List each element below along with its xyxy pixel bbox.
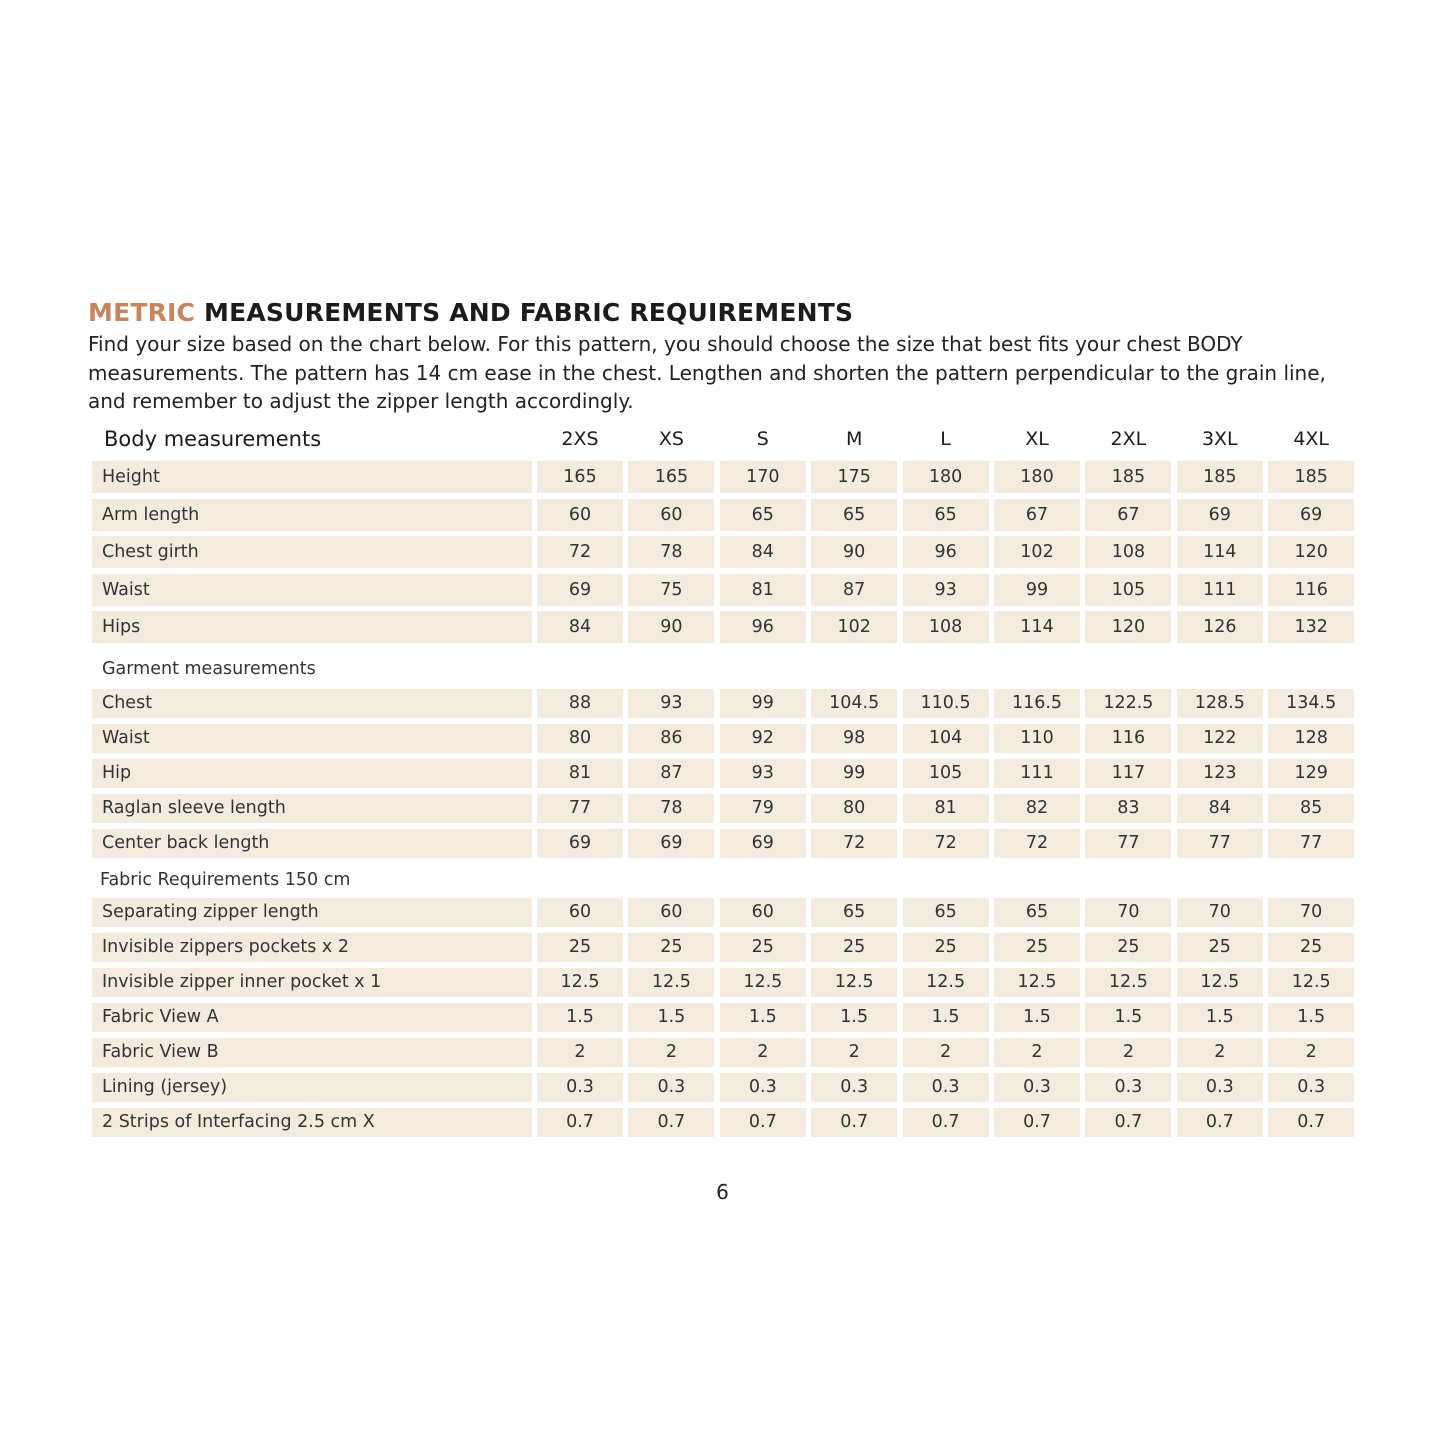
size-header-xl: XL xyxy=(1025,428,1049,450)
table-cell: 2 xyxy=(994,1038,1080,1067)
table-cell: 83 xyxy=(1085,794,1171,823)
table-cell: 72 xyxy=(537,536,623,568)
body-measurement-row xyxy=(92,536,1358,568)
table-cell: 104.5 xyxy=(811,689,897,718)
table-cell: 77 xyxy=(1268,829,1354,858)
row-label: Waist xyxy=(92,724,532,753)
table-cell: 128 xyxy=(1268,724,1354,753)
table-cell: 0.3 xyxy=(628,1073,714,1102)
table-cell: 1.5 xyxy=(811,1003,897,1032)
table-cell: 87 xyxy=(811,574,897,606)
heading-accent: METRIC xyxy=(88,298,196,327)
table-cell: 122.5 xyxy=(1085,689,1171,718)
table-cell: 0.3 xyxy=(537,1073,623,1102)
section-title: Garment measurements xyxy=(102,658,316,679)
table-cell: 0.7 xyxy=(903,1108,989,1137)
table-cell: 99 xyxy=(994,574,1080,606)
intro-paragraph: Find your size based on the chart below. For this pattern, you should choose the size that best fits your chest BODY measurements. The pattern has 14 cm ease in the chest. Lengthen and shorten the pattern perpendicular to the grain line, and remember to adjust the zipper length accordingly. xyxy=(88,332,1326,413)
table-cell: 72 xyxy=(903,829,989,858)
table-cell: 111 xyxy=(1177,574,1263,606)
table-cell: 72 xyxy=(811,829,897,858)
table-cell: 75 xyxy=(628,574,714,606)
table-cell: 2 xyxy=(903,1038,989,1067)
garment-measurement-row xyxy=(92,759,1358,788)
table-cell: 67 xyxy=(994,499,1080,531)
table-cell: 69 xyxy=(1177,499,1263,531)
table-cell: 93 xyxy=(720,759,806,788)
table-cell: 90 xyxy=(628,611,714,643)
fabric-requirement-row xyxy=(92,933,1358,962)
body-measurement-row xyxy=(92,611,1358,643)
table-cell: 1.5 xyxy=(903,1003,989,1032)
table-cell: 65 xyxy=(720,499,806,531)
table-cell: 111 xyxy=(994,759,1080,788)
table-cell: 1.5 xyxy=(537,1003,623,1032)
table-cell: 12.5 xyxy=(903,968,989,997)
table-cell: 96 xyxy=(903,536,989,568)
size-header-3xl: 3XL xyxy=(1201,428,1238,450)
table-cell: 108 xyxy=(903,611,989,643)
table-cell: 60 xyxy=(537,898,623,927)
table-cell: 117 xyxy=(1085,759,1171,788)
table-cell: 170 xyxy=(720,461,806,493)
table-cell: 0.7 xyxy=(537,1108,623,1137)
table-cell: 86 xyxy=(628,724,714,753)
table-cell: 87 xyxy=(628,759,714,788)
table-cell: 0.7 xyxy=(720,1108,806,1137)
table-cell: 81 xyxy=(903,794,989,823)
table-cell: 2 xyxy=(537,1038,623,1067)
fabric-requirement-row xyxy=(92,1038,1358,1067)
body-measurement-row xyxy=(92,574,1358,606)
body-measurement-row xyxy=(92,461,1358,493)
table-cell: 175 xyxy=(811,461,897,493)
section-fabric-requirements xyxy=(92,864,1358,898)
table-cell: 80 xyxy=(811,794,897,823)
table-cell: 110.5 xyxy=(903,689,989,718)
row-label: Raglan sleeve length xyxy=(92,794,532,823)
size-header-m: M xyxy=(845,428,863,450)
table-cell: 134.5 xyxy=(1268,689,1354,718)
table-header-row xyxy=(92,425,1358,461)
row-label: Height xyxy=(92,461,532,493)
row-label: Chest xyxy=(92,689,532,718)
section-garment-measurements xyxy=(92,649,1358,689)
table-cell: 114 xyxy=(994,611,1080,643)
table-cell: 88 xyxy=(537,689,623,718)
table-cell: 129 xyxy=(1268,759,1354,788)
table-cell: 0.3 xyxy=(903,1073,989,1102)
garment-measurement-row xyxy=(92,829,1358,858)
row-label: Waist xyxy=(92,574,532,606)
table-cell: 80 xyxy=(537,724,623,753)
page-number: 6 xyxy=(716,1180,729,1204)
size-header-2xs: 2XS xyxy=(561,428,599,450)
table-cell: 96 xyxy=(720,611,806,643)
row-label: Separating zipper length xyxy=(92,898,532,927)
table-cell: 120 xyxy=(1085,611,1171,643)
table-cell: 77 xyxy=(1085,829,1171,858)
table-cell: 180 xyxy=(903,461,989,493)
table-cell: 0.7 xyxy=(1085,1108,1171,1137)
body-measurement-row xyxy=(92,499,1358,531)
garment-measurement-row xyxy=(92,724,1358,753)
table-cell: 2 xyxy=(628,1038,714,1067)
table-cell: 0.7 xyxy=(811,1108,897,1137)
table-cell: 0.3 xyxy=(1177,1073,1263,1102)
table-cell: 93 xyxy=(628,689,714,718)
table-cell: 0.7 xyxy=(994,1108,1080,1137)
table-cell: 2 xyxy=(720,1038,806,1067)
table-cell: 69 xyxy=(537,829,623,858)
table-cell: 25 xyxy=(811,933,897,962)
table-cell: 2 xyxy=(811,1038,897,1067)
size-chart-table xyxy=(92,425,1358,1143)
table-cell: 99 xyxy=(811,759,897,788)
table-cell: 25 xyxy=(903,933,989,962)
table-cell: 1.5 xyxy=(1268,1003,1354,1032)
table-cell: 2 xyxy=(1268,1038,1354,1067)
table-cell: 120 xyxy=(1268,536,1354,568)
size-header-l: L xyxy=(940,428,951,450)
table-cell: 78 xyxy=(628,794,714,823)
table-cell: 102 xyxy=(994,536,1080,568)
table-cell: 84 xyxy=(720,536,806,568)
section-title: Fabric Requirements 150 cm xyxy=(100,869,351,890)
table-cell: 105 xyxy=(903,759,989,788)
table-cell: 65 xyxy=(811,499,897,531)
table-cell: 126 xyxy=(1177,611,1263,643)
table-cell: 123 xyxy=(1177,759,1263,788)
table-cell: 65 xyxy=(903,499,989,531)
table-cell: 65 xyxy=(903,898,989,927)
row-label: Lining (jersey) xyxy=(92,1073,532,1102)
table-cell: 122 xyxy=(1177,724,1263,753)
table-cell: 77 xyxy=(537,794,623,823)
table-cell: 165 xyxy=(537,461,623,493)
table-cell: 12.5 xyxy=(1177,968,1263,997)
table-cell: 0.3 xyxy=(720,1073,806,1102)
table-cell: 2 xyxy=(1177,1038,1263,1067)
row-label: Hip xyxy=(92,759,532,788)
table-cell: 12.5 xyxy=(1268,968,1354,997)
table-cell: 60 xyxy=(720,898,806,927)
table-cell: 185 xyxy=(1268,461,1354,493)
row-label: Arm length xyxy=(92,499,532,531)
table-cell: 65 xyxy=(994,898,1080,927)
table-cell: 60 xyxy=(628,898,714,927)
table-cell: 69 xyxy=(1268,499,1354,531)
table-cell: 1.5 xyxy=(1085,1003,1171,1032)
size-header-2xl: 2XL xyxy=(1110,428,1147,450)
table-cell: 12.5 xyxy=(720,968,806,997)
table-cell: 1.5 xyxy=(1177,1003,1263,1032)
table-cell: 25 xyxy=(720,933,806,962)
table-cell: 0.7 xyxy=(1268,1108,1354,1137)
table-cell: 180 xyxy=(994,461,1080,493)
fabric-requirement-row xyxy=(92,1073,1358,1102)
table-cell: 165 xyxy=(628,461,714,493)
garment-measurement-row xyxy=(92,689,1358,718)
size-header-4xl: 4XL xyxy=(1293,428,1330,450)
table-cell: 25 xyxy=(537,933,623,962)
table-cell: 105 xyxy=(1085,574,1171,606)
table-cell: 25 xyxy=(994,933,1080,962)
table-cell: 60 xyxy=(628,499,714,531)
table-cell: 116.5 xyxy=(994,689,1080,718)
table-cell: 72 xyxy=(994,829,1080,858)
table-cell: 85 xyxy=(1268,794,1354,823)
table-cell: 25 xyxy=(1177,933,1263,962)
row-label: Center back length xyxy=(92,829,532,858)
table-cell: 84 xyxy=(537,611,623,643)
table-title: Body measurements xyxy=(104,427,322,451)
size-header-s: S xyxy=(756,428,769,450)
table-cell: 70 xyxy=(1177,898,1263,927)
table-cell: 110 xyxy=(994,724,1080,753)
size-header-xs: XS xyxy=(658,428,684,450)
table-cell: 132 xyxy=(1268,611,1354,643)
table-cell: 0.7 xyxy=(1177,1108,1263,1137)
table-cell: 0.7 xyxy=(628,1108,714,1137)
table-cell: 1.5 xyxy=(994,1003,1080,1032)
row-label: Invisible zipper inner pocket x 1 xyxy=(92,968,532,997)
page-heading xyxy=(88,298,1358,328)
table-cell: 69 xyxy=(628,829,714,858)
table-cell: 12.5 xyxy=(628,968,714,997)
fabric-requirement-row xyxy=(92,898,1358,927)
table-cell: 108 xyxy=(1085,536,1171,568)
table-cell: 70 xyxy=(1268,898,1354,927)
table-cell: 12.5 xyxy=(994,968,1080,997)
table-cell: 0.3 xyxy=(1268,1073,1354,1102)
table-cell: 2 xyxy=(1085,1038,1171,1067)
row-label: 2 Strips of Interfacing 2.5 cm X xyxy=(92,1108,532,1137)
table-cell: 70 xyxy=(1085,898,1171,927)
table-cell: 1.5 xyxy=(628,1003,714,1032)
table-cell: 81 xyxy=(720,574,806,606)
row-label: Hips xyxy=(92,611,532,643)
table-cell: 12.5 xyxy=(1085,968,1171,997)
heading-rest: MEASUREMENTS AND FABRIC REQUIREMENTS xyxy=(195,298,854,327)
table-cell: 90 xyxy=(811,536,897,568)
table-cell: 77 xyxy=(1177,829,1263,858)
table-cell: 81 xyxy=(537,759,623,788)
table-cell: 0.3 xyxy=(1085,1073,1171,1102)
table-cell: 99 xyxy=(720,689,806,718)
table-cell: 128.5 xyxy=(1177,689,1263,718)
table-cell: 185 xyxy=(1085,461,1171,493)
table-cell: 116 xyxy=(1268,574,1354,606)
row-label: Chest girth xyxy=(92,536,532,568)
table-cell: 69 xyxy=(720,829,806,858)
table-cell: 104 xyxy=(903,724,989,753)
table-cell: 69 xyxy=(537,574,623,606)
row-label: Invisible zippers pockets x 2 xyxy=(92,933,532,962)
fabric-requirement-row xyxy=(92,1108,1358,1137)
table-cell: 65 xyxy=(811,898,897,927)
table-cell: 78 xyxy=(628,536,714,568)
table-cell: 79 xyxy=(720,794,806,823)
table-cell: 67 xyxy=(1085,499,1171,531)
table-cell: 12.5 xyxy=(537,968,623,997)
fabric-requirement-row xyxy=(92,1003,1358,1032)
table-cell: 12.5 xyxy=(811,968,897,997)
table-cell: 60 xyxy=(537,499,623,531)
table-cell: 92 xyxy=(720,724,806,753)
table-cell: 185 xyxy=(1177,461,1263,493)
table-cell: 98 xyxy=(811,724,897,753)
fabric-requirement-row xyxy=(92,968,1358,997)
table-cell: 25 xyxy=(628,933,714,962)
garment-measurement-row xyxy=(92,794,1358,823)
table-cell: 25 xyxy=(1085,933,1171,962)
document-page xyxy=(88,298,1358,1132)
table-cell: 84 xyxy=(1177,794,1263,823)
table-cell: 114 xyxy=(1177,536,1263,568)
table-cell: 116 xyxy=(1085,724,1171,753)
table-cell: 25 xyxy=(1268,933,1354,962)
row-label: Fabric View A xyxy=(92,1003,532,1032)
table-cell: 82 xyxy=(994,794,1080,823)
table-cell: 1.5 xyxy=(720,1003,806,1032)
table-cell: 102 xyxy=(811,611,897,643)
row-label: Fabric View B xyxy=(92,1038,532,1067)
table-cell: 0.3 xyxy=(811,1073,897,1102)
table-cell: 0.3 xyxy=(994,1073,1080,1102)
table-cell: 93 xyxy=(903,574,989,606)
